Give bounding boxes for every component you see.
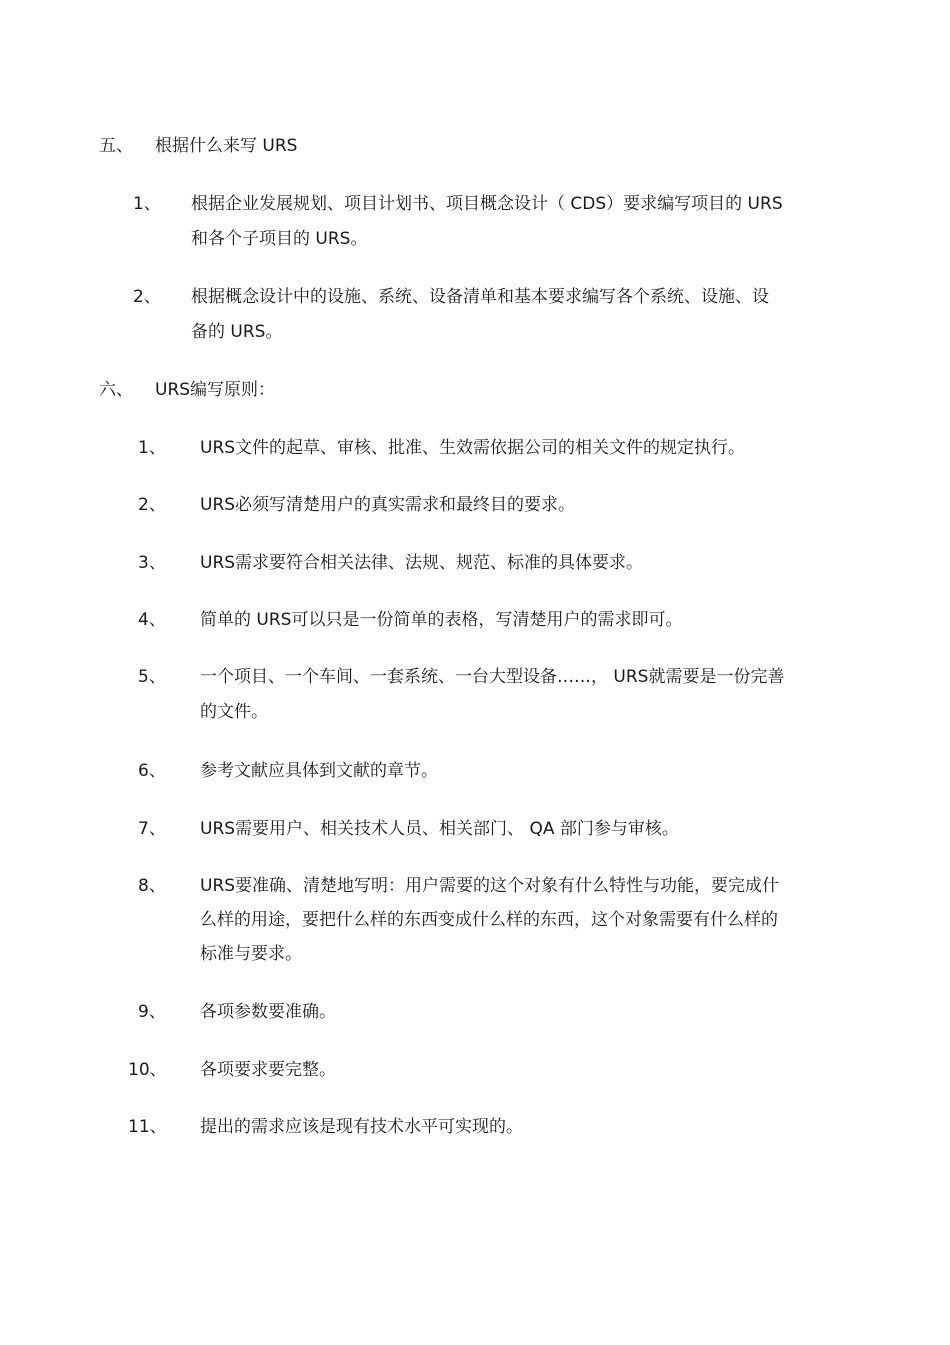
item-text-line: URS需求要符合相关法律、法规、规范、标准的具体要求。 bbox=[200, 553, 644, 573]
item-text-line: 标准与要求。 bbox=[200, 944, 302, 964]
item-text-line: 各项要求要完整。 bbox=[200, 1060, 336, 1080]
section-6-number: 六、 bbox=[99, 380, 133, 400]
item-text-line: 的文件。 bbox=[200, 702, 268, 722]
item-number: 6、 bbox=[138, 761, 166, 781]
item-text-line: 提出的需求应该是现有技术水平可实现的。 bbox=[200, 1117, 523, 1137]
item-text-line: 备的 URS。 bbox=[191, 322, 283, 342]
item-text-line: 么样的用途，要把什么样的东西变成什么样的东西，这个对象需要有什么样的 bbox=[200, 910, 778, 930]
item-number: 5、 bbox=[138, 667, 166, 687]
item-text-line: 一个项目、一个车间、一套系统、一台大型设备……， URS就需要是一份完善 bbox=[200, 667, 785, 687]
item-text-line: URS要准确、清楚地写明：用户需要的这个对象有什么特性与功能，要完成什 bbox=[200, 876, 780, 896]
item-number: 10、 bbox=[128, 1060, 167, 1080]
item-text-line: 各项参数要准确。 bbox=[200, 1002, 336, 1022]
item-text-line: URS必须写清楚用户的真实需求和最终目的要求。 bbox=[200, 495, 576, 515]
item-text-line: URS文件的起草、审核、批准、生效需依据公司的相关文件的规定执行。 bbox=[200, 438, 746, 458]
item-number: 2、 bbox=[133, 287, 161, 307]
item-text-line: 参考文献应具体到文献的章节。 bbox=[200, 761, 438, 781]
item-number: 1、 bbox=[133, 194, 161, 214]
item-text-line: 简单的 URS可以只是一份简单的表格，写清楚用户的需求即可。 bbox=[200, 610, 683, 630]
item-text-line: 和各个子项目的 URS。 bbox=[191, 229, 368, 249]
section-6-title: URS编写原则： bbox=[155, 380, 276, 400]
item-text-line: 根据概念设计中的设施、系统、设备清单和基本要求编写各个系统、设施、设 bbox=[191, 287, 769, 307]
item-number: 3、 bbox=[138, 553, 166, 573]
item-number: 8、 bbox=[138, 876, 166, 896]
item-number: 1、 bbox=[138, 438, 166, 458]
item-text-line: 根据企业发展规划、项目计划书、项目概念设计（ CDS）要求编写项目的 URS bbox=[191, 194, 783, 214]
item-number: 11、 bbox=[128, 1117, 167, 1137]
section-5-number: 五、 bbox=[99, 136, 133, 156]
item-number: 4、 bbox=[138, 610, 166, 630]
item-number: 9、 bbox=[138, 1002, 166, 1022]
item-number: 7、 bbox=[138, 819, 166, 839]
item-text-line: URS需要用户、相关技术人员、相关部门、 QA 部门参与审核。 bbox=[200, 819, 679, 839]
item-number: 2、 bbox=[138, 495, 166, 515]
section-5-title: 根据什么来写 URS bbox=[155, 136, 298, 156]
